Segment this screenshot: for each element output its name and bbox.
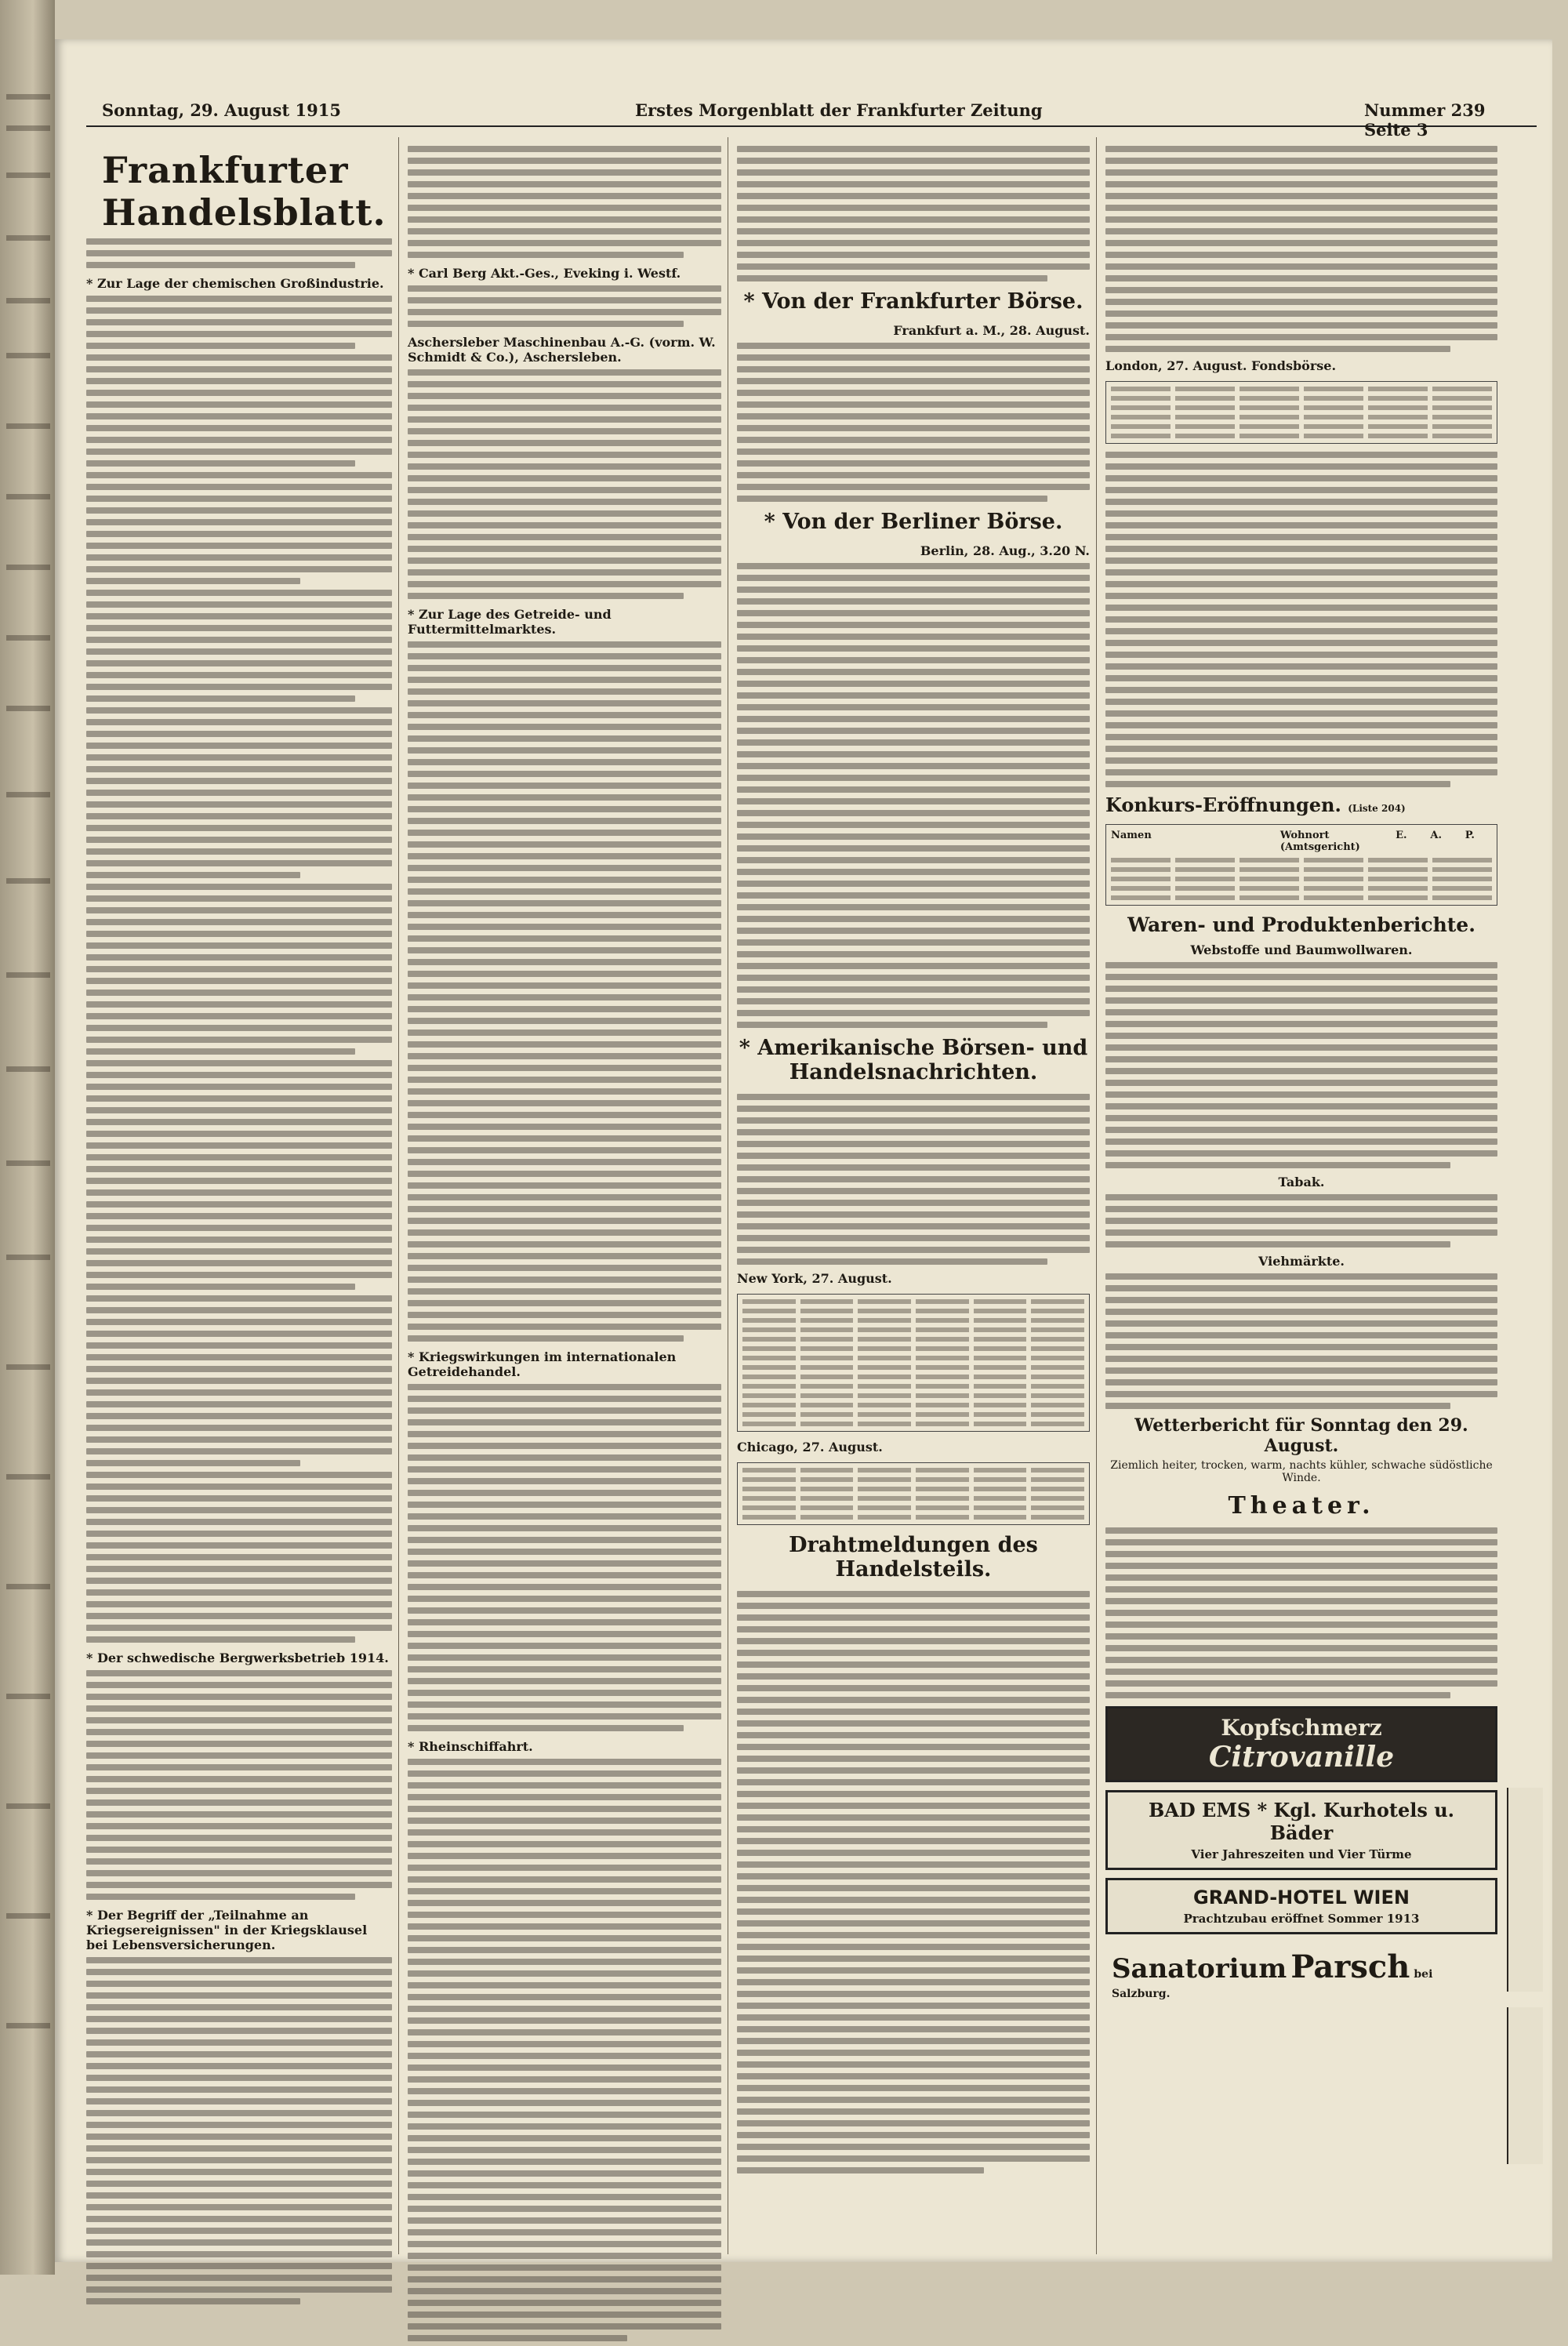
article-title: * Zur Lage der chemischen Großindustrie. — [86, 276, 384, 291]
page-date: Sonntag, 29. August 1915 — [102, 100, 341, 120]
section-title: Waren- und Produktenberichte. — [1127, 913, 1475, 936]
ad-title: Sanatorium — [1112, 1953, 1287, 1985]
ad-subtitle: Vier Jahreszeiten und Vier Türme — [1191, 1847, 1412, 1861]
running-head — [86, 94, 1537, 140]
section-title: * Von der Berliner Börse. — [764, 510, 1063, 534]
market-table — [737, 1462, 1090, 1525]
side-ad-strip — [1507, 1788, 1543, 1992]
dateline: Berlin, 28. Aug., 3.20 N. — [920, 543, 1090, 558]
page-number: Nummer 239 Seite 3 — [1364, 100, 1486, 140]
table-header: A. — [1430, 830, 1443, 841]
market-table — [737, 1294, 1090, 1432]
edition-title: Erstes Morgenblatt der Frankfurter Zeitung — [635, 100, 1043, 120]
article-title: * Der schwedische Bergwerksbetrieb 1914. — [86, 1651, 389, 1665]
column-3 — [737, 141, 1090, 2178]
article-title: * Zur Lage des Getreide- und Futtermittelmarktes. — [408, 607, 612, 637]
ad-footer: Prachtzubau eröffnet Sommer 1913 — [1183, 1912, 1420, 1926]
weather-text: Ziemlich heiter, trocken, warm, nachts kühler, schwache südöstliche Winde. — [1110, 1459, 1493, 1484]
ad-brand: Parsch — [1290, 1948, 1410, 1985]
article-title: * Rheinschiffahrt. — [408, 1739, 533, 1754]
ad-title: Kopfschmerz — [1221, 1715, 1382, 1741]
section-title: * Amerikanische Börsen- und Handelsnachrichten. — [739, 1036, 1088, 1084]
section-subtitle: Webstoffe und Baumwollwaren. — [1190, 942, 1413, 957]
konkurs-table — [1105, 824, 1497, 906]
masthead: Frankfurter Handelsblatt. — [102, 149, 387, 234]
column-2 — [408, 141, 721, 2346]
section-title: * Von der Frankfurter Börse. — [743, 289, 1083, 314]
table-header: Wohnort (Amtsgericht) — [1279, 830, 1360, 853]
section-subtitle: Tabak. — [1278, 1175, 1325, 1189]
column-4 — [1105, 141, 1497, 2014]
newspaper-page — [55, 39, 1552, 2262]
table-header: E. — [1396, 830, 1407, 841]
grand-hotel-ad — [1105, 1878, 1497, 1934]
dateline: Frankfurt a. M., 28. August. — [893, 323, 1090, 338]
kopfschmerz-ad — [1105, 1706, 1497, 1782]
section-title: Drahtmeldungen des Handelsteils. — [789, 1533, 1038, 1582]
article-title: Aschersleber Maschinenbau A.-G. (vorm. W. Schmidt & Co.), Aschersleben. — [408, 335, 716, 365]
column-rule — [398, 137, 399, 2254]
table-label: New York, 27. August. — [737, 1271, 892, 1286]
adjacent-page-edge — [0, 0, 55, 2275]
sanatorium-ad — [1105, 1942, 1497, 2006]
london-table — [1105, 381, 1497, 444]
ad-title: GRAND-HOTEL WIEN — [1193, 1887, 1410, 1908]
column-1 — [86, 141, 392, 2309]
table-label: London, 27. August. Fondsbörse. — [1105, 358, 1337, 373]
bad-ems-ad — [1105, 1790, 1497, 1870]
side-ad-strip — [1507, 2007, 1543, 2164]
table-label: Chicago, 27. August. — [737, 1440, 883, 1454]
table-header: P. — [1465, 830, 1475, 841]
ad-brand: Citrovanille — [1208, 1741, 1395, 1774]
article-title: * Kriegswirkungen im internationalen Getreidehandel. — [408, 1349, 677, 1379]
article-title: * Der Begriff der „Teilnahme an Kriegsereignissen" in der Kriegsklausel bei Lebensversicherungen. — [86, 1908, 368, 1952]
ad-title: BAD EMS * Kgl. Kurhotels u. Bäder — [1148, 1799, 1455, 1844]
ad-location: bei Salzburg. — [1112, 1968, 1433, 2000]
article-title: * Carl Berg Akt.-Ges., Eveking i. Westf. — [408, 266, 681, 281]
section-subtitle: Viehmärkte. — [1258, 1254, 1345, 1269]
weather-heading: Wetterbericht für Sonntag den 29. August. — [1134, 1415, 1468, 1456]
table-header: Namen — [1111, 830, 1152, 841]
theater-heading: Theater. — [1228, 1492, 1375, 1520]
konkurs-heading: Konkurs-Eröffnungen. (Liste 204) — [1105, 794, 1406, 816]
column-rule — [1096, 137, 1097, 2254]
